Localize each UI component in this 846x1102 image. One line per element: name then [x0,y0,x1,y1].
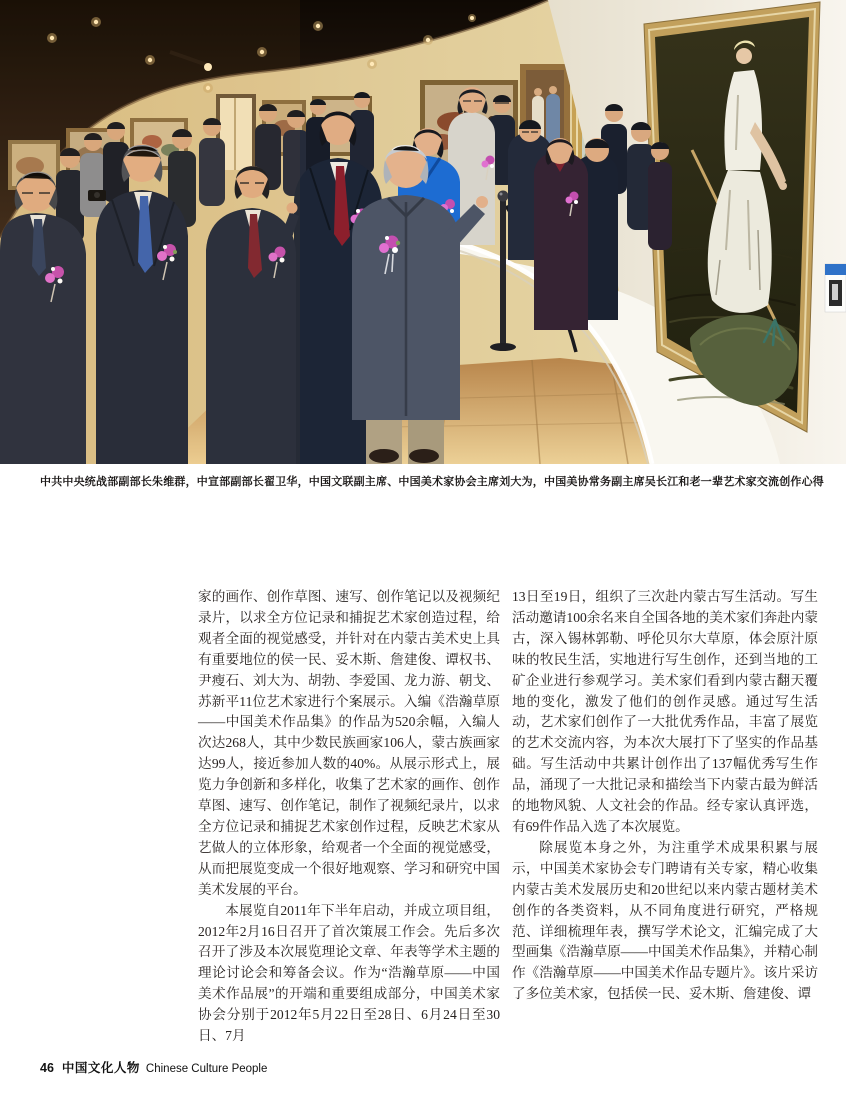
photo-illustration [0,0,846,464]
warm-light-overlay [0,0,300,464]
article-column-right [512,587,818,1047]
photo-caption: 中共中央统战部副部长朱维群，中宣部副部长翟卫华，中国文联副主席、中国美术家协会主席刘大为，中国美协常务副主席吴长江和老一辈艺术家交流创作心得 [40,476,824,488]
paragraph: 家的画作、创作草图、速写、创作笔记以及视频纪录片，以求全方位记录和捕捉艺术家创造过程，给观者全面的视觉感受，并针对在内蒙古美术史上具有重要地位的侯一民、妥木斯、詹建俊、谭权书、尹瘦石、刘大为、胡勃、李爱国、龙力游、朝戈、苏新平11位艺术家进行个案展示。入编《浩瀚草原——中国美术作品集》的作品为520余幅，入编人次达268人，其中少数民族画家106人，蒙古族画家达99人，接近参加人数的40%。从展示形式上，展览力争创新和多样化，收集了艺术家的画作、创作草图、速写、创作笔记，制作了视频纪录片，以求全方位记录和捕捉艺术家创作过程，反映艺术家从艺做人的立体形象，给观者一个全面的视觉感受，从而把展览变成一个很好地观察、学习和研究中国美术发展的平台。 [198,589,500,897]
page-footer [40,1058,267,1076]
paragraph: 本展览自2011年下半年启动，并成立项目组，2012年2月16日召开了首次策展工作会。先后多次召开了涉及本次展览理论文章、年表等学术主题的理论讨论会和筹备会议。作为“浩瀚草原——中国美术作品展”的开端和重要组成部分，中国美术家协会分别于2012年5月22日至28日、6月24日至30日、7月 [198,902,500,1044]
paragraph: 除展览本身之外，为注重学术成果积累与展示，中国美术家协会专门聘请有关专家，精心收集内蒙古美术发展历史和20世纪以来内蒙古题材美术创作的各类资料，从不同角度进行研究，严格规范、详细梳理年表，撰写学术论文，汇编完成了大型画集《浩瀚草原——中国美术作品集》，并精心制作《浩瀚草原——中国美术作品专题片》。该片采访了多位美术家，包括侯一民、妥木斯、詹建俊、谭 [512,839,818,1002]
page-number: 46 [40,1061,54,1075]
magazine-title-en: Chinese Culture People [145,1063,268,1075]
magazine-photo [0,0,846,464]
article-column-left [198,587,500,1047]
person-woman-dark-red [534,138,588,330]
article-text [198,587,818,1047]
magazine-title-cn: 中国文化人物 [61,1061,140,1075]
paragraph: 13日至19日，组织了三次赴内蒙古写生活动。写生活动邀请100余名来自全国各地的美术家们奔赴内蒙古，深入锡林郭勒、呼伦贝尔大草原，体会原汁原味的牧民生活，实地进行写生创作，还到当地的工矿企业进行参观学习。美术家们看到内蒙古翻天覆地的变化，激发了他们的创作灵感。通过写生活动，艺术家们创作了一大批优秀作品，丰富了展览的艺术交流内容，为本次大展打下了坚实的作品基础。写生活动中共累计创作出了137幅优秀写生作品，涌现了一大批记录和描绘当下内蒙古最为鲜活的地物风貌、人文社会的作品。经专家认真评选，有69件作品入选了本次展览。 [512,589,818,834]
